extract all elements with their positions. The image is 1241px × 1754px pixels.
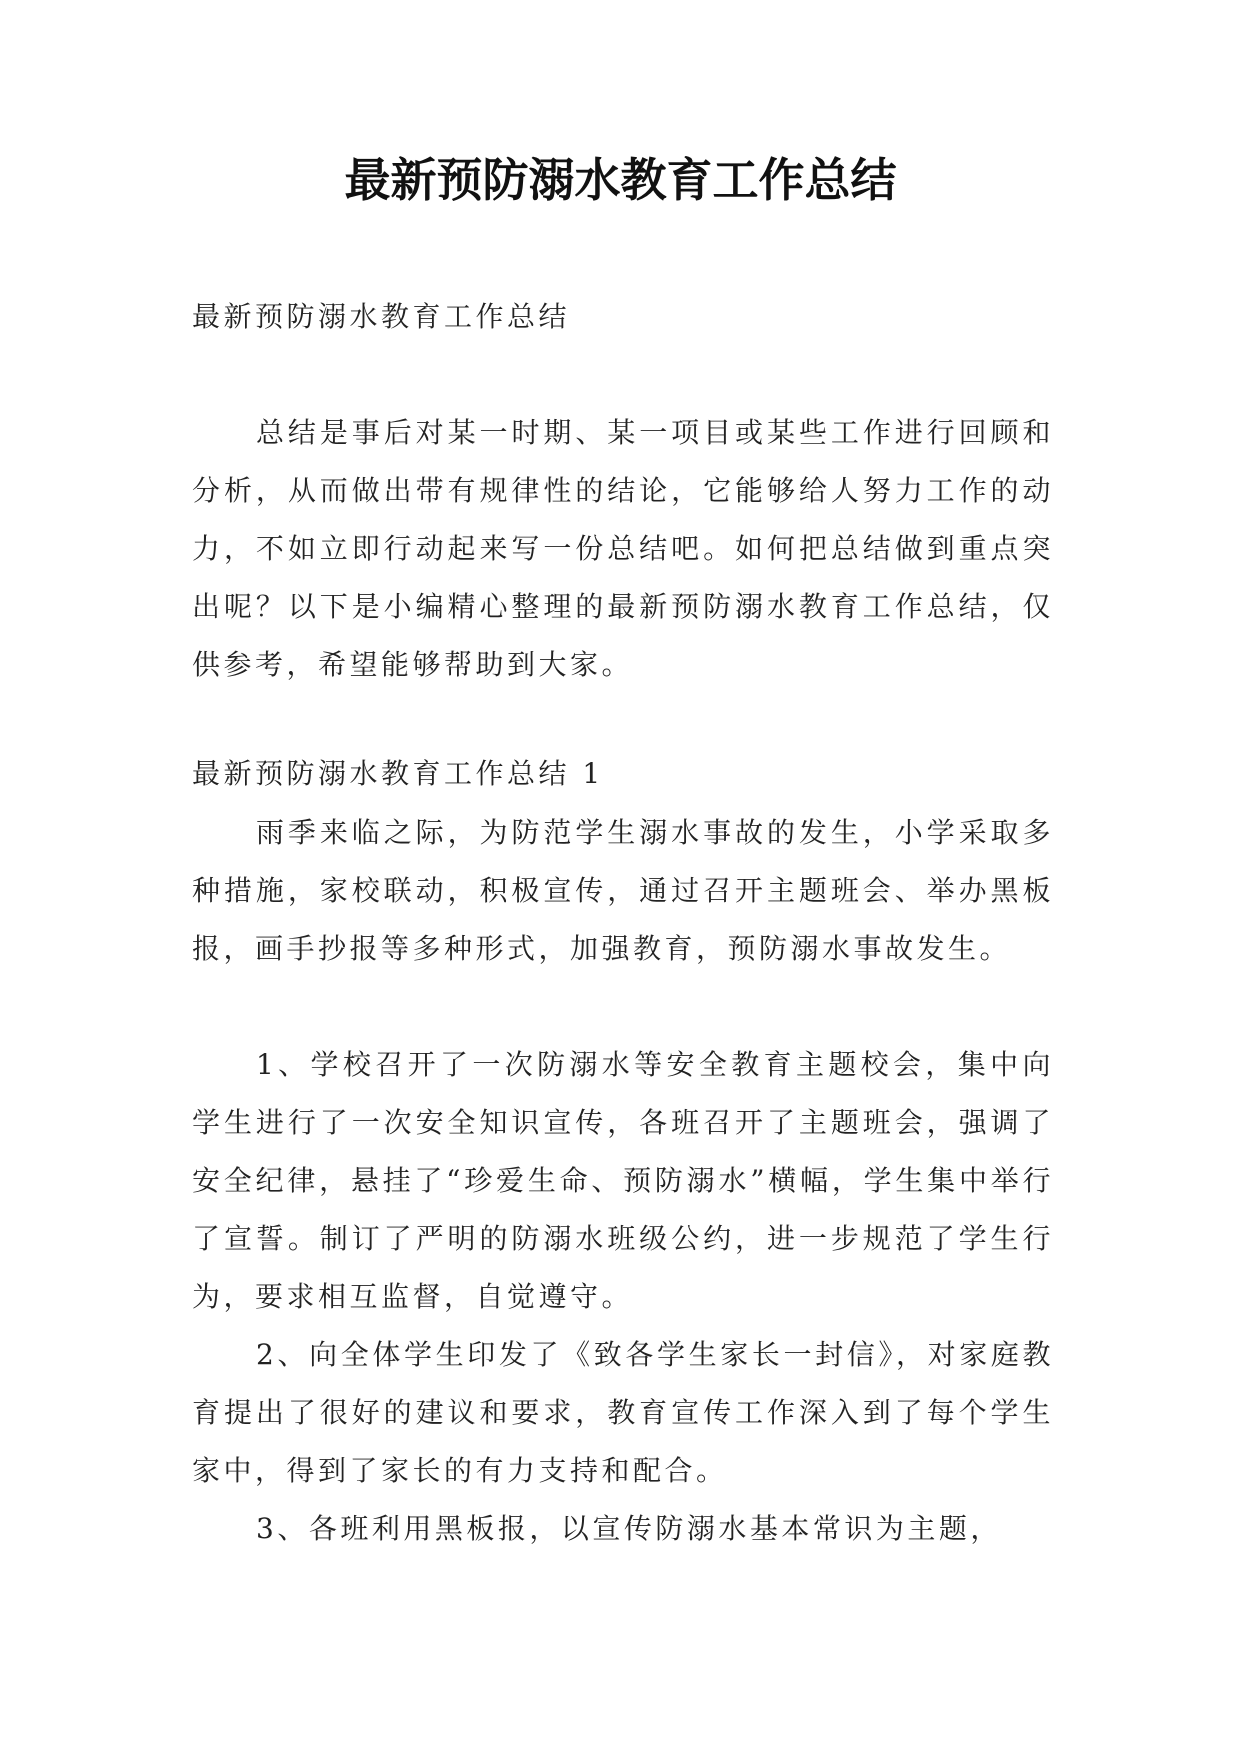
body-paragraph: 1、学校召开了一次防溺水等安全教育主题校会，集中向学生进行了一次安全知识宣传，各班召开了主题班会，强调了安全纪律，悬挂了“珍爱生命、预防溺水”横幅，学生集中举行了宣誓。制订了严明的防溺水班级公约，进一步规范了学生行为，要求相互监督，自觉遵守。 bbox=[192, 1048, 1054, 1313]
body-paragraph: 2、向全体学生印发了《致各学生家长一封信》，对家庭教育提出了很好的建议和要求，教育宣传工作深入到了每个学生家中，得到了家长的有力支持和配合。 bbox=[192, 1338, 1054, 1487]
body-paragraph: 雨季来临之际，为防范学生溺水事故的发生，小学采取多种措施，家校联动，积极宣传，通过召开主题班会、举办黑板报，画手抄报等多种形式，加强教育，预防溺水事故发生。 bbox=[192, 816, 1054, 965]
body-paragraph: 3、各班利用黑板报，以宣传防溺水基本常识为主题， bbox=[256, 1512, 1002, 1545]
intro-paragraph: 总结是事后对某一时期、某一项目或某些工作进行回顾和分析，从而做出带有规律性的结论，它能够给人努力工作的动力，不如立即行动起来写一份总结吧。如何把总结做到重点突出呢？以下是小编精心整理的最新预防溺水教育工作总结，仅供参考，希望能够帮助到大家。 bbox=[192, 416, 1054, 681]
document-subtitle: 最新预防溺水教育工作总结 bbox=[192, 300, 571, 333]
section-heading: 最新预防溺水教育工作总结 1 bbox=[192, 757, 604, 790]
document-title: 最新预防溺水教育工作总结 bbox=[344, 153, 897, 207]
